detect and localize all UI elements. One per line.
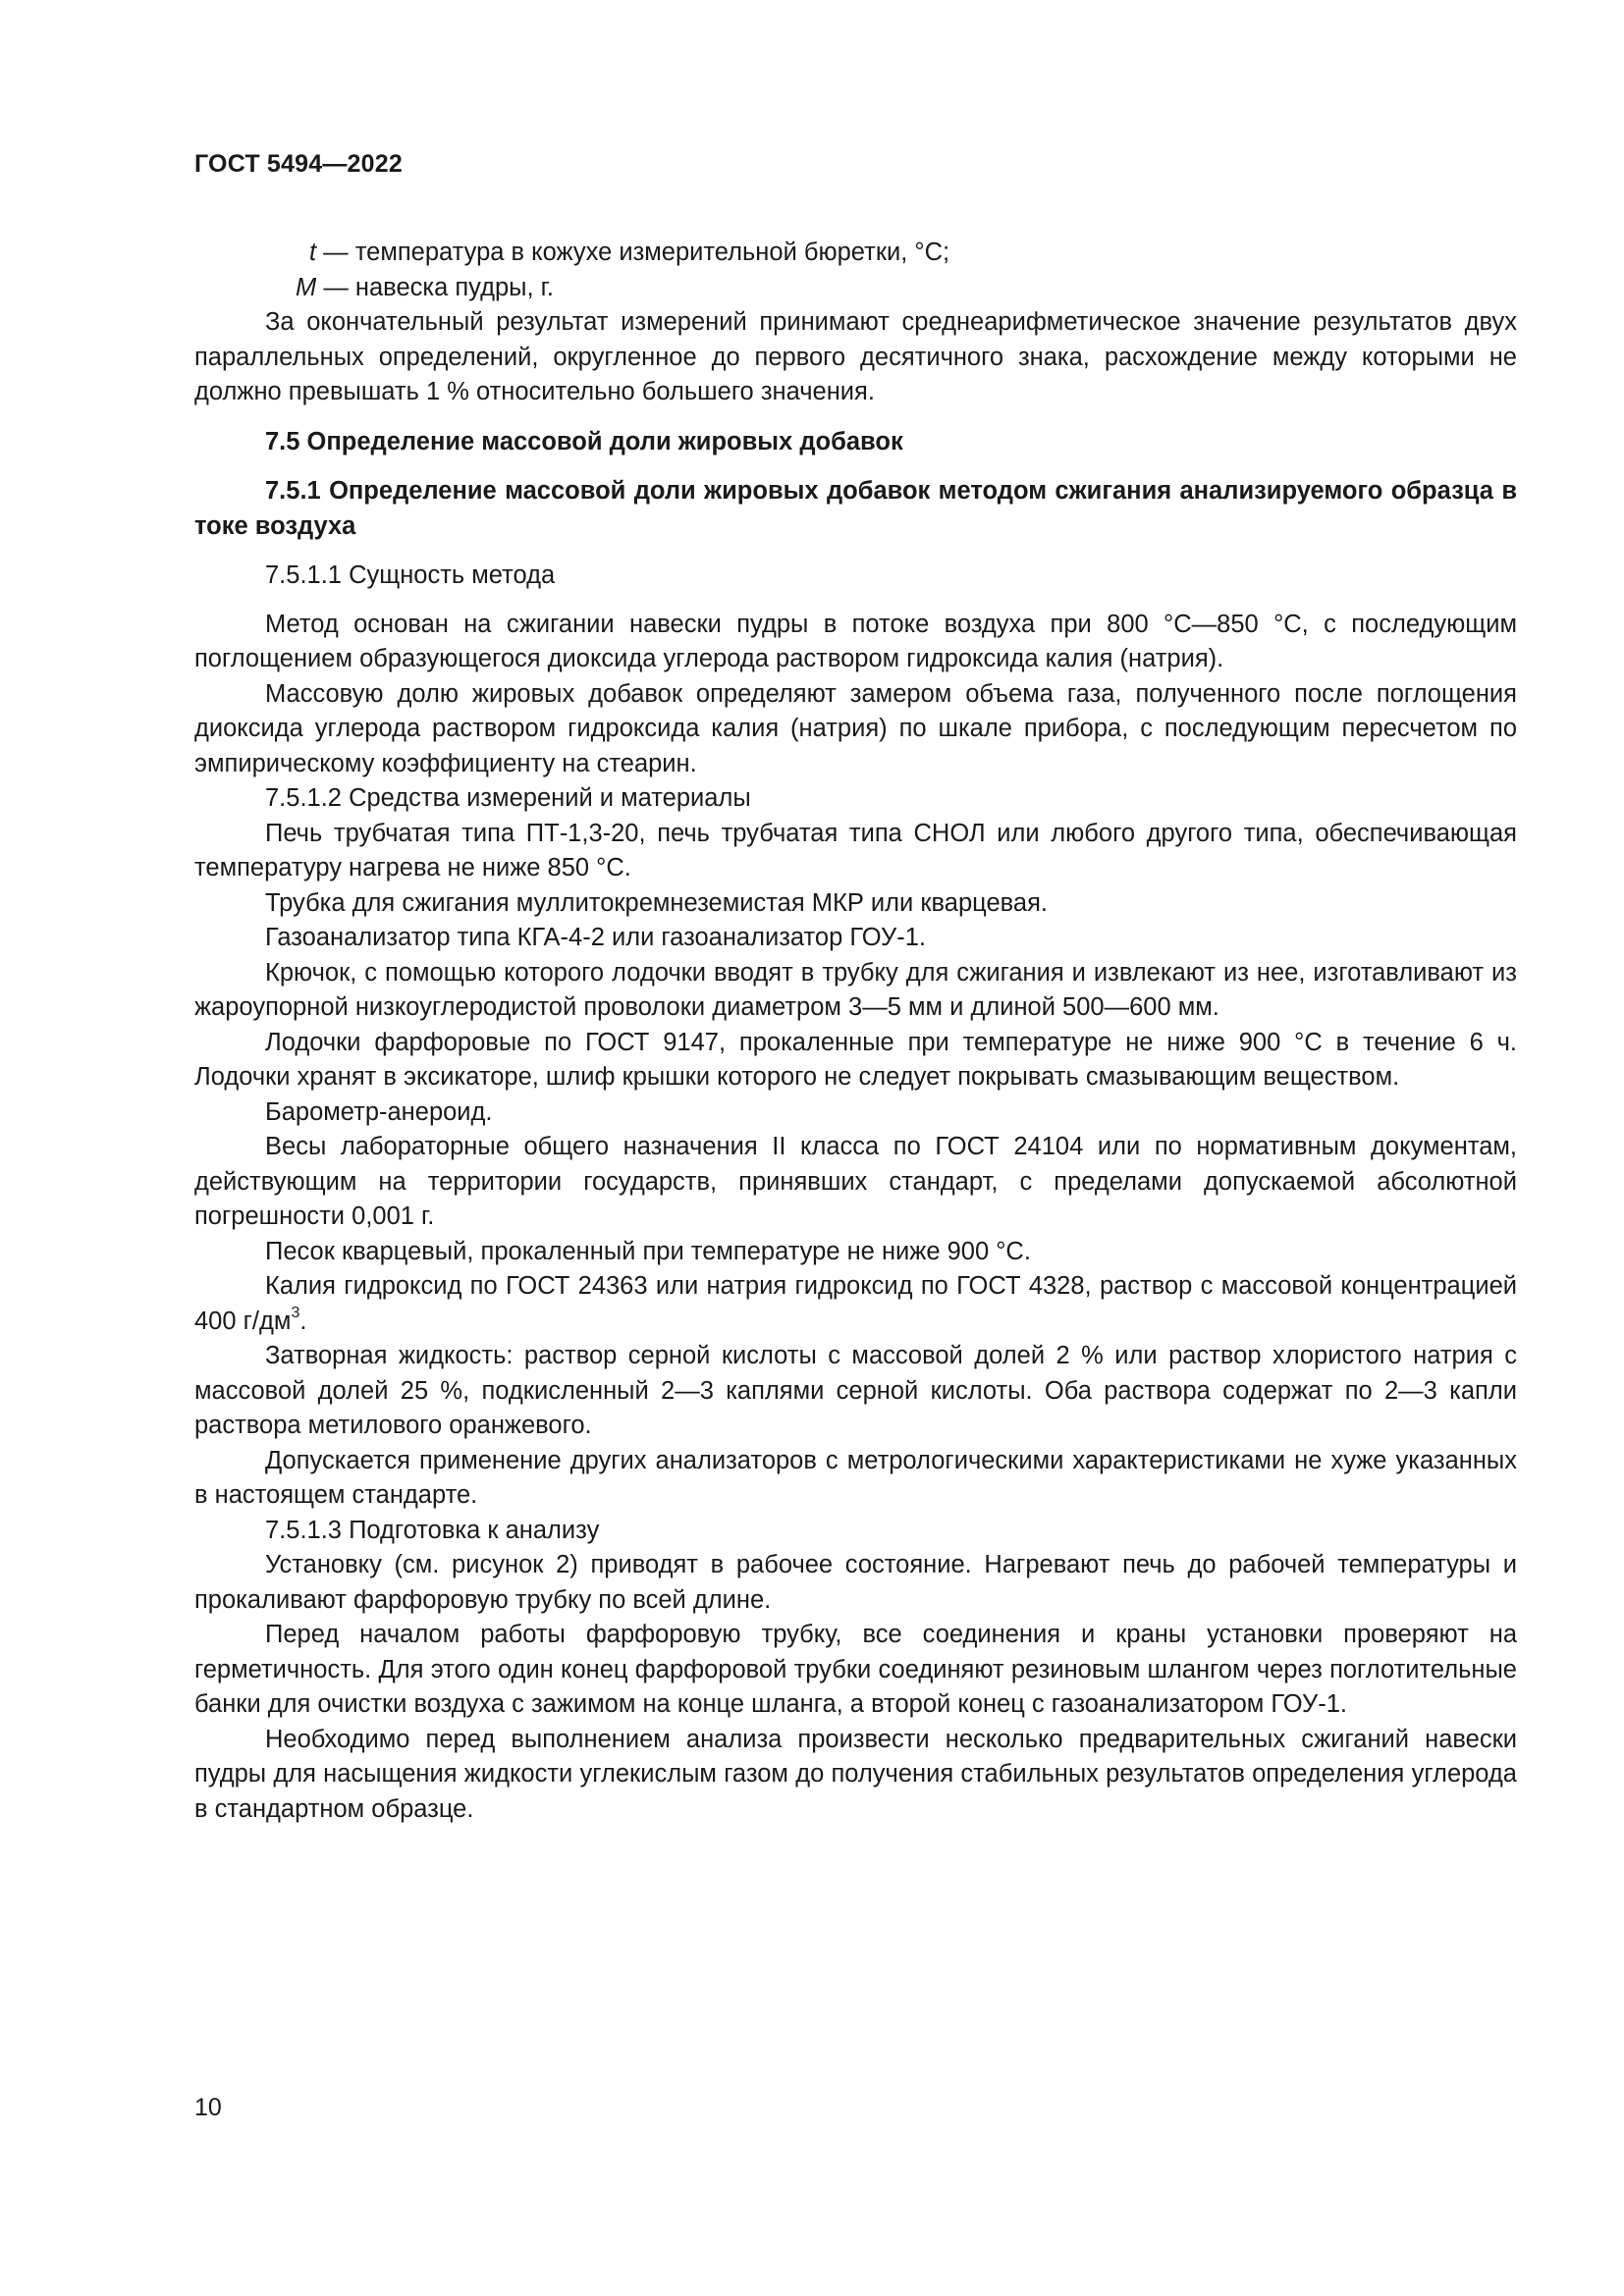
paragraph-materials-10: Затворная жидкость: раствор серной кислоты с массовой долей 2 % или раствор хлористого натрия с массовой долей 25 %, подкисленный 2—3 каплями серной кислоты. Оба раствора содержат по 2—3 капли раствора метилового оранжевого. [194,1342,1517,1439]
subsection-heading-7-5-1-1: 7.5.1.1 Сущность метода [265,561,556,589]
symbol-m: M [296,273,317,301]
paragraph-materials-8: Песок кварцевый, прокаленный при температуре не ниже 900 °С. [265,1237,1031,1265]
paragraph-final-result: За окончательный результат измерений принимают среднеарифметическое значение результатов двух параллельных определений, округленное до первого десятичного знака, расхождение между которыми не должно превышать 1 % относительно большего значения. [194,308,1517,405]
materials-9-text: Калия гидроксид по ГОСТ 24363 или натрия гидроксид по ГОСТ 4328, раствор с массовой концентрацией 400 г/дм [194,1272,1517,1335]
document-header: ГОСТ 5494—2022 [194,150,403,178]
paragraph-materials-11: Допускается применение других анализаторов с метрологическими характеристиками не хуже указанных в настоящем стандарте. [194,1446,1517,1509]
page-number: 10 [194,2094,222,2121]
paragraph-prep-3: Необходимо перед выполнением анализа произвести несколько предварительных сжиганий навески пудры для насыщения жидкости углекислым газом до получения стабильных результатов определения углерода в стандартном образце. [194,1725,1517,1823]
definition-t [194,236,1517,271]
subsection-heading-7-5-1-2: 7.5.1.2 Средства измерений и материалы [265,784,751,812]
paragraph-materials-6: Барометр-анероид. [265,1097,493,1126]
materials-9-end: . [299,1307,307,1335]
paragraph-method-2: Массовую долю жировых добавок определяют замером объема газа, полученного после поглощения диоксида углерода раствором гидроксида калия (натрия) по шкале прибора, с последующим пересчетом по эмпирическому коэффициенту на стеарин. [194,679,1517,777]
superscript-3: 3 [291,1305,300,1321]
paragraph-materials-1: Печь трубчатая типа ПТ-1,3-20, печь трубчатая типа СНОЛ или любого другого типа, обеспечивающая температуру нагрева не ниже 850 °С. [194,819,1517,881]
paragraph-materials-4: Крючок, с помощью которого лодочки вводят в трубку для сжигания и извлекают из нее, изготавливают из жароупорной низкоуглеродистой проволоки диаметром 3—5 мм и длиной 500—600 мм. [194,958,1517,1021]
definition-m-text: — навеска пудры, г. [316,273,554,301]
section-heading-7-5-1: 7.5.1 Определение массовой доли жировых добавок методом сжигания анализируемого образца в токе воздуха [194,477,1517,540]
paragraph-materials-7: Весы лабораторные общего назначения II класса по ГОСТ 24104 или по нормативным документам, действующим на территории государств, принявших стандарт, с пределами допускаемой абсолютной погрешности 0,001 г. [194,1133,1517,1230]
paragraph-prep-1: Установку (см. рисунок 2) приводят в рабочее состояние. Нагревают печь до рабочей температуры и прокаливают фарфоровую трубку по всей длине. [194,1551,1517,1614]
subsection-heading-7-5-1-3: 7.5.1.3 Подготовка к анализу [265,1516,600,1544]
paragraph-materials-2: Трубка для сжигания муллитокремнеземистая МКР или кварцевая. [265,888,1048,917]
paragraph-method-1: Метод основан на сжигании навески пудры в потоке воздуха при 800 °С—850 °С, с последующим поглощением образующегося диоксида углерода раствором гидроксида калия (натрия). [194,610,1517,672]
paragraph-materials-9 [194,1269,1517,1339]
definition-t-text: — температура в кожухе измерительной бюретки, °С; [316,239,950,266]
symbol-t: t [309,239,317,266]
page-body [194,236,1517,1827]
section-heading-7-5: 7.5 Определение массовой доли жировых добавок [265,427,903,455]
paragraph-materials-5: Лодочки фарфоровые по ГОСТ 9147, прокаленные при температуре не ниже 900 °С в течение 6 ч. Лодочки хранят в эксикаторе, шлиф крышки которого не следует покрывать смазывающим веществом. [194,1028,1517,1091]
paragraph-materials-3: Газоанализатор типа КГА-4-2 или газоанализатор ГОУ-1. [265,924,926,951]
definition-m [194,271,1517,306]
paragraph-prep-2: Перед началом работы фарфоровую трубку, все соединения и краны установки проверяют на герметичность. Для этого один конец фарфоровой трубки соединяют резиновым шлангом через поглотительные банки для очистки воздуха с зажимом на конце шланга, а второй конец с газоанализатором ГОУ-1. [194,1621,1517,1718]
